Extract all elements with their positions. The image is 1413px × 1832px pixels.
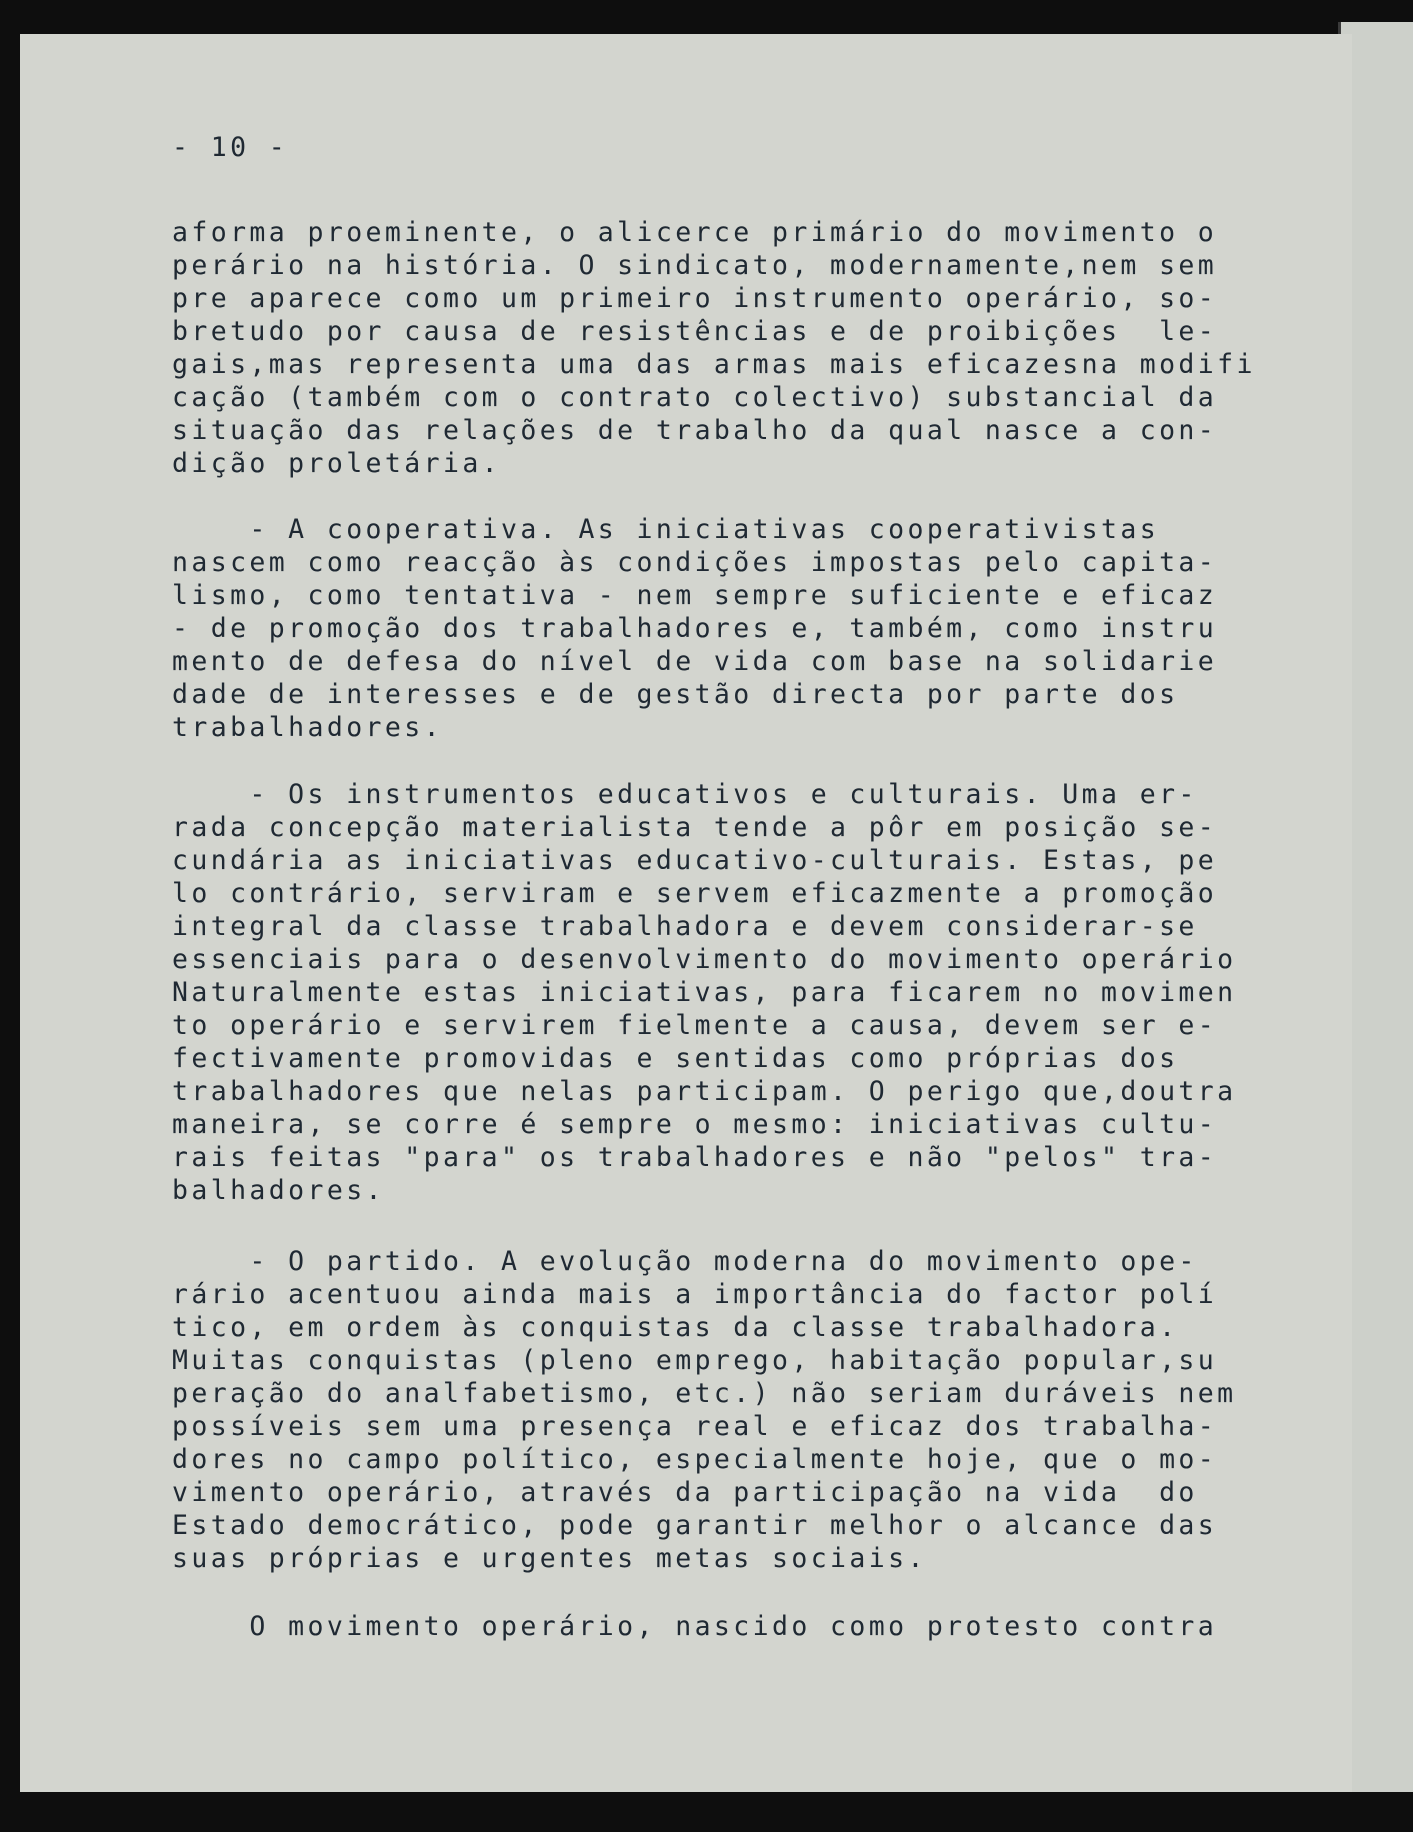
text-line: rada concepção materialista tende a pôr em posição se- xyxy=(172,812,1218,843)
text-line: maneira, se corre é sempre o mesmo: iniciativas cultu- xyxy=(172,1109,1218,1140)
section-heading-line xyxy=(172,1245,1198,1278)
text-line: tico, em ordem às conquistas da classe trabalhadora. xyxy=(172,1312,1179,1343)
section-heading-line xyxy=(172,778,1198,811)
text-line: to operário e servirem fielmente a causa, devem ser e- xyxy=(172,1010,1218,1041)
text-line: dição proletária. xyxy=(172,448,502,479)
text-line: lismo, como tentativa - nem sempre suficiente e eficaz xyxy=(172,580,1218,611)
text-line: peração do analfabetismo, etc.) não seriam duráveis nem xyxy=(172,1378,1237,1409)
text-line: Muitas conquistas (pleno emprego, habitação popular,su xyxy=(172,1345,1218,1376)
text-line: gais,mas representa uma das armas mais eficazesna modifi xyxy=(172,349,1256,380)
text-line: integral da classe trabalhadora e devem considerar-se xyxy=(172,911,1198,942)
text-line: lo contrário, serviram e servem eficazmente a promoção xyxy=(172,878,1218,909)
text-line: bretudo por causa de resistências e de proibições le- xyxy=(172,316,1218,347)
heading-underline-o-partido xyxy=(318,1245,492,1278)
text-line: cundária as iniciativas educativo-culturais. Estas, pe xyxy=(172,845,1218,876)
text-line: rais feitas "para" os trabalhadores e não "pelos" tra- xyxy=(172,1142,1218,1173)
text-line: mento de defesa do nível de vida com base na solidarie xyxy=(172,646,1218,677)
text-line: - O partido. A evolução moderna do movimento ope- xyxy=(172,1246,1198,1277)
text-line: Naturalmente estas iniciativas, para ficarem no movimen xyxy=(172,977,1237,1008)
text-line: - Os instrumentos educativos e culturais. Uma er- xyxy=(172,779,1198,810)
text-line: balhadores. xyxy=(172,1175,385,1206)
text-line: essenciais para o desenvolvimento do movimento operário xyxy=(172,944,1237,975)
text-line: Estado democrático, pode garantir melhor o alcance das xyxy=(172,1510,1218,1541)
heading-underline-instrumentos xyxy=(318,778,1053,811)
text-line: fectivamente promovidas e sentidas como próprias dos xyxy=(172,1043,1179,1074)
text-line: rário acentuou ainda mais a importância do factor polí xyxy=(172,1279,1218,1310)
text-line: trabalhadores. xyxy=(172,712,443,743)
text-line: suas próprias e urgentes metas sociais. xyxy=(172,1543,927,1574)
text-line: cação (também com o contrato colectivo) substancial da xyxy=(172,382,1218,413)
section-heading-line xyxy=(172,513,1159,546)
page-number: - 10 - xyxy=(172,132,289,163)
text-line: aforma proeminente, o alicerce primário do movimento o xyxy=(172,217,1218,248)
text-line: trabalhadores que nelas participam. O perigo que,doutra xyxy=(172,1076,1237,1107)
text-line: - de promoção dos trabalhadores e, também, como instru xyxy=(172,613,1218,644)
text-line: perário na história. O sindicato, modernamente,nem sem xyxy=(172,250,1218,281)
text-line: dade de interesses e de gestão directa por parte dos xyxy=(172,679,1179,710)
text-line: nascem como reacção às condições impostas pelo capita- xyxy=(172,547,1218,578)
text-line: possíveis sem uma presença real e eficaz dos trabalha- xyxy=(172,1411,1218,1442)
text-line: pre aparece como um primeiro instrumento operário, so- xyxy=(172,283,1218,314)
typewritten-text xyxy=(172,34,1272,1832)
text-line: vimento operário, através da participação na vida do xyxy=(172,1477,1198,1508)
heading-underline-a-cooperativa xyxy=(318,513,570,546)
text-line: situação das relações de trabalho da qual nasce a con- xyxy=(172,415,1218,446)
text-line: - A cooperativa. As iniciativas cooperativistas xyxy=(172,514,1160,545)
document-page xyxy=(20,34,1352,1792)
text-line: O movimento operário, nascido como protesto contra xyxy=(172,1611,1218,1642)
text-line: dores no campo político, especialmente hoje, que o mo- xyxy=(172,1444,1218,1475)
